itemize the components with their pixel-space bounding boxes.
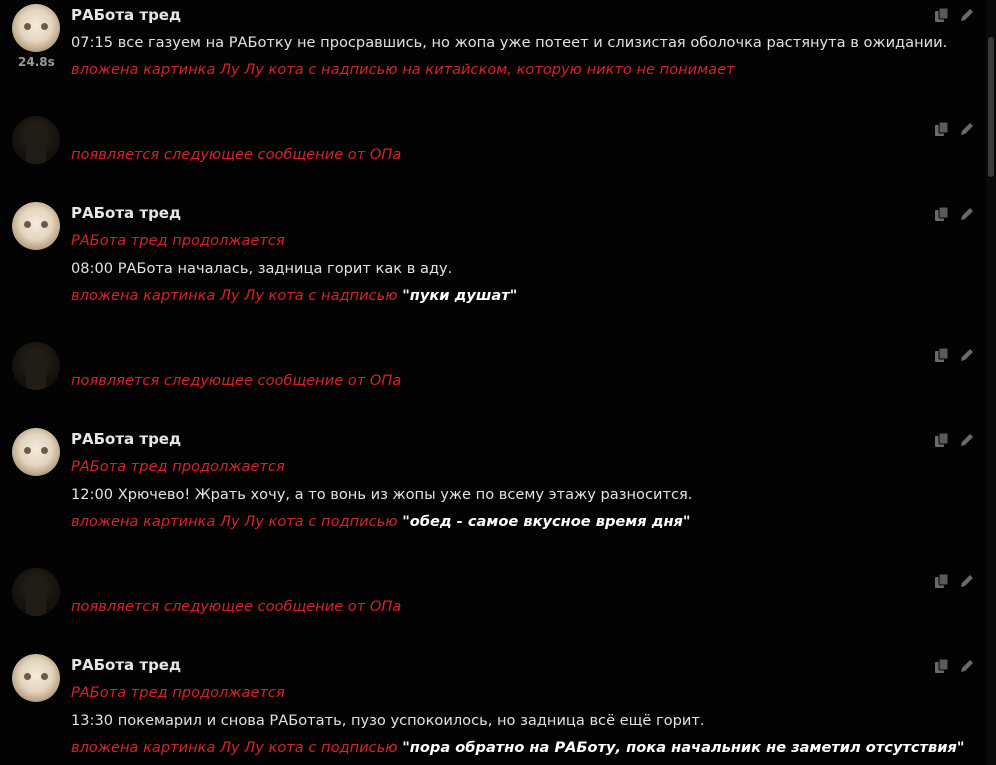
message-action-text: появляется следующее сообщение от ОПа (71, 146, 402, 163)
avatar[interactable] (12, 342, 60, 390)
message-text: 07:15 все газуем на РАБотку не просравшись, но жопа уже потеет и слизистая оболочка растянута в ожидании. (71, 34, 948, 51)
message-actions (934, 206, 975, 222)
message-action-text: РАБота тред продолжается (71, 232, 285, 249)
message-text: 08:00 РАБота началась, задница горит как в аду. (71, 260, 453, 277)
message-action-text: вложена картинка Лу Лу кота с подписью (71, 513, 398, 530)
copy-icon[interactable] (934, 206, 950, 222)
author-name: РАБота тред (71, 430, 182, 448)
image-caption-quote: "пуки душат" (402, 287, 518, 304)
avatar[interactable] (12, 202, 60, 250)
copy-icon[interactable] (934, 432, 950, 448)
avatar[interactable] (12, 428, 60, 476)
avatar[interactable] (12, 568, 60, 616)
avatar[interactable] (12, 654, 60, 702)
pencil-icon[interactable] (959, 206, 975, 222)
message-actions (934, 573, 975, 589)
avatar[interactable] (12, 116, 60, 164)
message-action-text: вложена картинка Лу Лу кота с надписью (71, 287, 398, 304)
author-name: РАБота тред (71, 6, 182, 24)
message-actions (934, 658, 975, 674)
message-actions (934, 121, 975, 137)
copy-icon[interactable] (934, 347, 950, 363)
message-action-line (71, 513, 691, 530)
author-name: РАБота тред (71, 204, 182, 222)
message-text: 13:30 покемарил и снова РАБотать, пузо успокоилось, но задница всё ещё горит. (71, 712, 705, 729)
pencil-icon[interactable] (959, 7, 975, 23)
message-action-line (71, 287, 517, 304)
message-text: 12:00 Хрючево! Жрать хочу, а то вонь из жопы уже по всему этажу разносится. (71, 486, 693, 503)
generation-timer: 24.8s (18, 55, 55, 69)
copy-icon[interactable] (934, 7, 950, 23)
message-action-line (71, 739, 964, 756)
message-action-text: вложена картинка Лу Лу кота с подписью (71, 739, 398, 756)
message-action-text: появляется следующее сообщение от ОПа (71, 598, 402, 615)
pencil-icon[interactable] (959, 658, 975, 674)
message-action-text: РАБота тред продолжается (71, 458, 285, 475)
pencil-icon[interactable] (959, 347, 975, 363)
copy-icon[interactable] (934, 658, 950, 674)
message-actions (934, 7, 975, 23)
message-action-text: РАБота тред продолжается (71, 684, 285, 701)
message-action-text: появляется следующее сообщение от ОПа (71, 372, 402, 389)
image-caption-quote: "пора обратно на РАБоту, пока начальник не заметил отсутствия" (402, 739, 965, 756)
scrollbar[interactable] (986, 0, 996, 765)
scrollbar-thumb[interactable] (988, 37, 994, 177)
pencil-icon[interactable] (959, 121, 975, 137)
avatar[interactable] (12, 4, 60, 52)
pencil-icon[interactable] (959, 432, 975, 448)
image-caption-quote: "обед - самое вкусное время дня" (402, 513, 691, 530)
message-actions (934, 347, 975, 363)
copy-icon[interactable] (934, 121, 950, 137)
message-actions (934, 432, 975, 448)
author-name: РАБота тред (71, 656, 182, 674)
copy-icon[interactable] (934, 573, 950, 589)
pencil-icon[interactable] (959, 573, 975, 589)
message-action-text: вложена картинка Лу Лу кота с надписью на китайском, которую никто не понимает (71, 61, 735, 78)
